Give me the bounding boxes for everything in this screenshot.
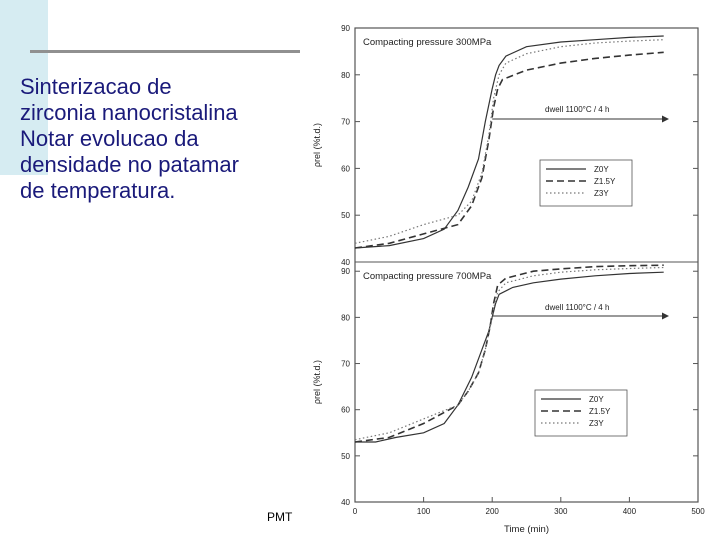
y-tick-label: 90: [341, 267, 350, 277]
x-tick-label: 100: [416, 507, 431, 516]
series-line-z0y: [355, 36, 664, 248]
y-tick-label: 80: [341, 70, 350, 80]
footer-label: PMT: [267, 510, 293, 524]
y-tick-label: 70: [341, 359, 350, 369]
y-tick-label: 50: [341, 451, 350, 461]
legend-label: Z1.5Y: [594, 177, 616, 186]
legend-label: Z0Y: [594, 165, 609, 174]
text-line: zirconia nanocristalina: [20, 100, 238, 125]
legend-box: [535, 390, 627, 436]
y-tick-label: 60: [341, 405, 350, 415]
chart-panel-1: [312, 24, 698, 267]
chart-title: Compacting pressure 300MPa: [363, 37, 492, 48]
x-tick-label: 200: [485, 507, 499, 516]
dwell-annotation: dwell 1100°C / 4 h: [545, 303, 610, 312]
y-tick-label: 40: [341, 498, 350, 507]
legend-label: Z3Y: [589, 419, 604, 428]
legend-label: Z0Y: [589, 395, 604, 404]
text-line: Notar evolucao da: [20, 126, 199, 151]
y-tick-label: 50: [341, 211, 350, 221]
dwell-arrow-head: [662, 313, 669, 320]
x-tick-label: 0: [352, 507, 358, 516]
y-tick-label: 70: [341, 117, 350, 127]
x-tick-label: 500: [691, 507, 705, 516]
y-axis-label: ρrel (%t.d.): [312, 359, 322, 405]
series-line-z3y: [355, 40, 664, 244]
text-line: densidade no patamar: [20, 152, 239, 177]
legend-label: Z3Y: [594, 189, 609, 198]
text-line: de temperatura.: [20, 178, 176, 203]
legend-label: Z1.5Y: [589, 407, 611, 416]
legend: [540, 160, 632, 206]
legend: [535, 390, 627, 436]
y-tick-label: 40: [341, 258, 350, 267]
x-axis-label: Time (min): [503, 524, 550, 535]
y-tick-label: 80: [341, 313, 350, 323]
dwell-annotation: dwell 1100°C / 4 h: [545, 105, 610, 114]
plot-area: [355, 262, 698, 502]
text-line: Sinterizacao de: [20, 74, 172, 99]
y-axis-label: ρrel (%t.d.): [312, 122, 322, 168]
x-tick-label: 300: [554, 507, 568, 516]
series-line-z1-5y: [355, 52, 664, 248]
y-tick-label: 60: [341, 164, 350, 174]
x-tick-label: 400: [622, 507, 637, 516]
legend-box: [540, 160, 632, 206]
plot-area: [355, 28, 698, 262]
y-tick-label: 90: [341, 24, 350, 33]
chart-panel-2: [312, 262, 705, 535]
dwell-arrow-head: [662, 116, 669, 123]
chart-title: Compacting pressure 700MPa: [363, 271, 492, 282]
